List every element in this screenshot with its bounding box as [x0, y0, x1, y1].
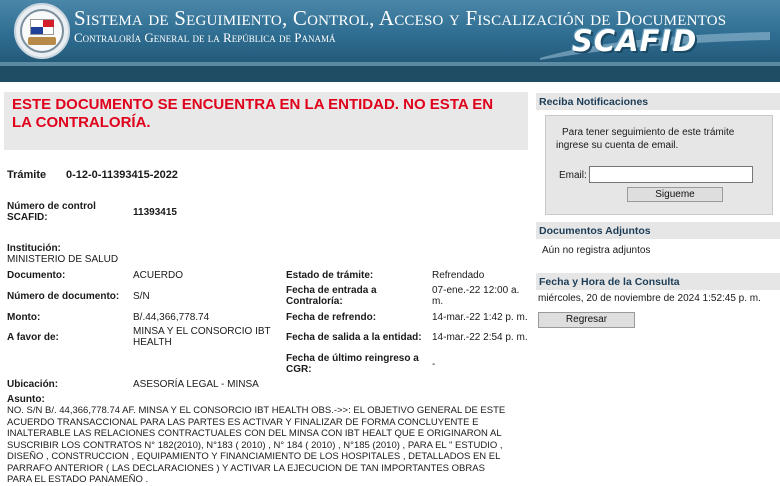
consulta-heading: Fecha y Hora de la Consulta [536, 273, 780, 290]
notificaciones-heading: Reciba Notificaciones [536, 93, 780, 110]
adjuntos-heading: Documentos Adjuntos [536, 222, 780, 239]
consulta-datetime: miércoles, 20 de noviembre de 2024 1:52:45 p. m. [538, 293, 761, 304]
a-favor-de-value: MINSA Y EL CONSORCIO IBT HEALTH [133, 326, 271, 348]
ubicacion-value: ASESORÍA LEGAL - MINSA [133, 379, 259, 390]
email-label: Email: [559, 170, 587, 181]
header-band [0, 62, 780, 82]
notificaciones-text: Para tener seguimiento de este trámite ingrese su cuenta de email. [556, 127, 735, 151]
site-subtitle: Contraloría General de la República de Panamá [74, 30, 336, 45]
tramite-value: 0-12-0-11393415-2022 [66, 169, 178, 181]
monto-label: Monto: [7, 312, 41, 323]
regresar-button[interactable]: Regresar [538, 312, 635, 328]
control-number-value: 11393415 [133, 207, 177, 218]
site-header [0, 0, 780, 62]
estado-tramite-value: Refrendado [432, 270, 485, 281]
notificaciones-panel [545, 115, 773, 215]
status-alert [4, 92, 528, 150]
asunto-label: Asunto: [7, 394, 45, 405]
fecha-refrendo-label: Fecha de refrendo: [286, 312, 377, 323]
numero-documento-value: S/N [133, 291, 150, 302]
institucion-value: MINISTERIO DE SALUD [7, 254, 119, 265]
asunto-text: NO. S/N B/. 44,366,778.74 AF. MINSA Y EL CONSORCIO IBT HEALTH OBS.->>: EL OBJETIVO GENERAL DE ESTE ACUERDO TRANSACCIONAL PARA LAS PARTES ES ACTIVAR Y FINALIZAR DE FORMA CONCLUYENTE E INALTERABLE LAS RELACIONES CONTRACTUALES CON DEL MINSA CON IBT HEALT QUE E ORIGINARON AL SUSCRIBIR LOS CONTRATOS N° 182(2010), N°183 ( 2010) , N° 184 ( 2010) , N°185 (2010) , PARA EL " ESTUDIO , DISEÑO , CONSTRUCCION , EQUIPAMIENTO Y FINANCIAMIENTO DE LOS HOSPITALES , DETALLADOS EN EL PARRAFO ANTERIOR ( LAS DECLARACIONES ) Y ACTIVAR LA EJECUCION DE TAN IMPORTANTES OBRAS PARA EL ESTADO PANAMEÑO . [7, 405, 506, 485]
scafid-logo: SCAFID [572, 24, 698, 58]
email-input[interactable] [589, 166, 753, 183]
fecha-entrada-label: Fecha de entrada a Contraloría: [286, 285, 377, 307]
institucion-label: Institución: [7, 243, 61, 254]
monto-value: B/.44,366,778.74 [133, 312, 210, 323]
tramite-label: Trámite [7, 169, 47, 181]
documento-label: Documento: [7, 270, 66, 281]
site-title: Sistema de Seguimiento, Control, Acceso y Fiscalización de Documentos [74, 6, 727, 30]
fecha-entrada-value: 07-ene.-22 12:00 a. m. [432, 285, 520, 307]
control-number-label: Número de control SCAFID: [7, 201, 96, 223]
numero-documento-label: Número de documento: [7, 291, 120, 302]
fecha-reingreso-value: - [432, 359, 436, 370]
estado-tramite-label: Estado de trámite: [286, 270, 374, 281]
sigueme-button[interactable]: Sigueme [627, 187, 723, 202]
fecha-refrendo-value: 14-mar.-22 1:42 p. m. [432, 312, 528, 323]
ubicacion-label: Ubicación: [7, 379, 59, 390]
documento-value: ACUERDO [133, 270, 184, 281]
fecha-salida-value: 14-mar.-22 2:54 p. m. [432, 332, 528, 343]
fecha-salida-label: Fecha de salida a la entidad: [286, 332, 422, 343]
a-favor-de-label: A favor de: [7, 332, 59, 343]
fecha-reingreso-label: Fecha de último reingreso a CGR: [286, 353, 419, 375]
status-alert-text: ESTE DOCUMENTO SE ENCUENTRA EN LA ENTIDAD. NO ESTA EN LA CONTRALORÍA. [12, 96, 494, 131]
contraloria-seal-icon [14, 3, 70, 59]
adjuntos-text: Aún no registra adjuntos [542, 245, 651, 256]
